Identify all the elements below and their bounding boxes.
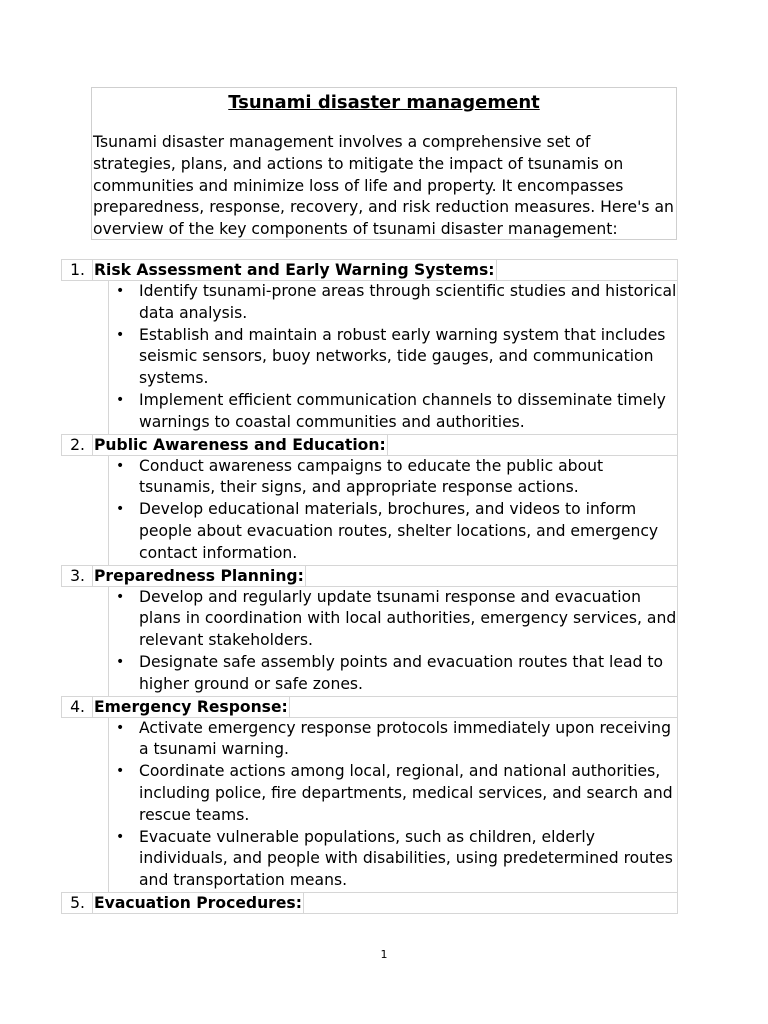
section-item <box>61 434 678 565</box>
bullet-item: • Identify tsunami-prone areas through scientific studies and historical data analysis. <box>109 281 677 325</box>
bullet-list <box>108 456 678 565</box>
section-item <box>61 259 678 434</box>
section-header-row <box>61 696 678 718</box>
section-heading: Public Awareness and Education: <box>94 435 386 454</box>
bullet-item: • Develop and regularly update tsunami response and evacuation plans in coordination with local authorities, emergency services, and relevant stakeholders. <box>109 587 677 652</box>
section-header-row <box>61 892 678 914</box>
section-heading: Emergency Response: <box>94 697 288 716</box>
page-number: 1 <box>380 948 388 961</box>
document-title: Tsunami disaster management <box>228 92 540 113</box>
section-heading-cell <box>93 260 677 280</box>
bullet-item: • Evacuate vulnerable populations, such as children, elderly individuals, and people with disabilities, using predetermined routes and transportation means. <box>109 827 677 892</box>
bullet-item: • Establish and maintain a robust early warning system that includes seismic sensors, buoy networks, tide gauges, and communication systems. <box>109 325 677 390</box>
bullet-list <box>108 281 678 434</box>
section-heading-cell <box>93 435 677 455</box>
section-heading-cell <box>93 566 677 586</box>
bullet-item: • Coordinate actions among local, regional, and national authorities, including police, fire departments, medical services, and search and rescue teams. <box>109 761 677 826</box>
section-heading: Evacuation Procedures: <box>94 893 302 912</box>
bullet-list <box>108 587 678 696</box>
section-list <box>61 259 678 914</box>
section-heading-cell <box>93 697 677 717</box>
bullet-item: • Develop educational materials, brochures, and videos to inform people about evacuation routes, shelter locations, and emergency contact information. <box>109 499 677 564</box>
section-heading: Risk Assessment and Early Warning Systems: <box>94 261 495 279</box>
bullet-item: • Implement efficient communication channels to disseminate timely warnings to coastal communities and authorities. <box>109 390 677 434</box>
section-item <box>61 565 678 696</box>
section-item <box>61 892 678 914</box>
intro-paragraph: Tsunami disaster management involves a comprehensive set of strategies, plans, and actions to mitigate the impact of tsunamis on communities and minimize loss of life and property. It encompasses preparedness, response, recovery, and risk reduction measures. Here's an overview of the key components of tsunami disaster management: <box>93 133 674 239</box>
section-number: 4. <box>62 697 93 717</box>
section-heading-cell <box>93 893 677 913</box>
section-number: 3. <box>62 566 93 586</box>
section-number: 5. <box>62 893 93 913</box>
section-header-row <box>61 434 678 456</box>
section-heading: Preparedness Planning: <box>94 566 304 585</box>
bullet-item: • Conduct awareness campaigns to educate the public about tsunamis, their signs, and appropriate response actions. <box>109 456 677 500</box>
section-header-row <box>61 259 678 281</box>
intro-box <box>91 87 677 240</box>
section-number: 2. <box>62 435 93 455</box>
bullet-item: • Activate emergency response protocols immediately upon receiving a tsunami warning. <box>109 718 677 762</box>
section-header-row <box>61 565 678 587</box>
section-number: 1. <box>62 260 93 280</box>
bullet-item: • Designate safe assembly points and evacuation routes that lead to higher ground or safe zones. <box>109 652 677 696</box>
bullet-list <box>108 718 678 892</box>
section-item <box>61 696 678 892</box>
